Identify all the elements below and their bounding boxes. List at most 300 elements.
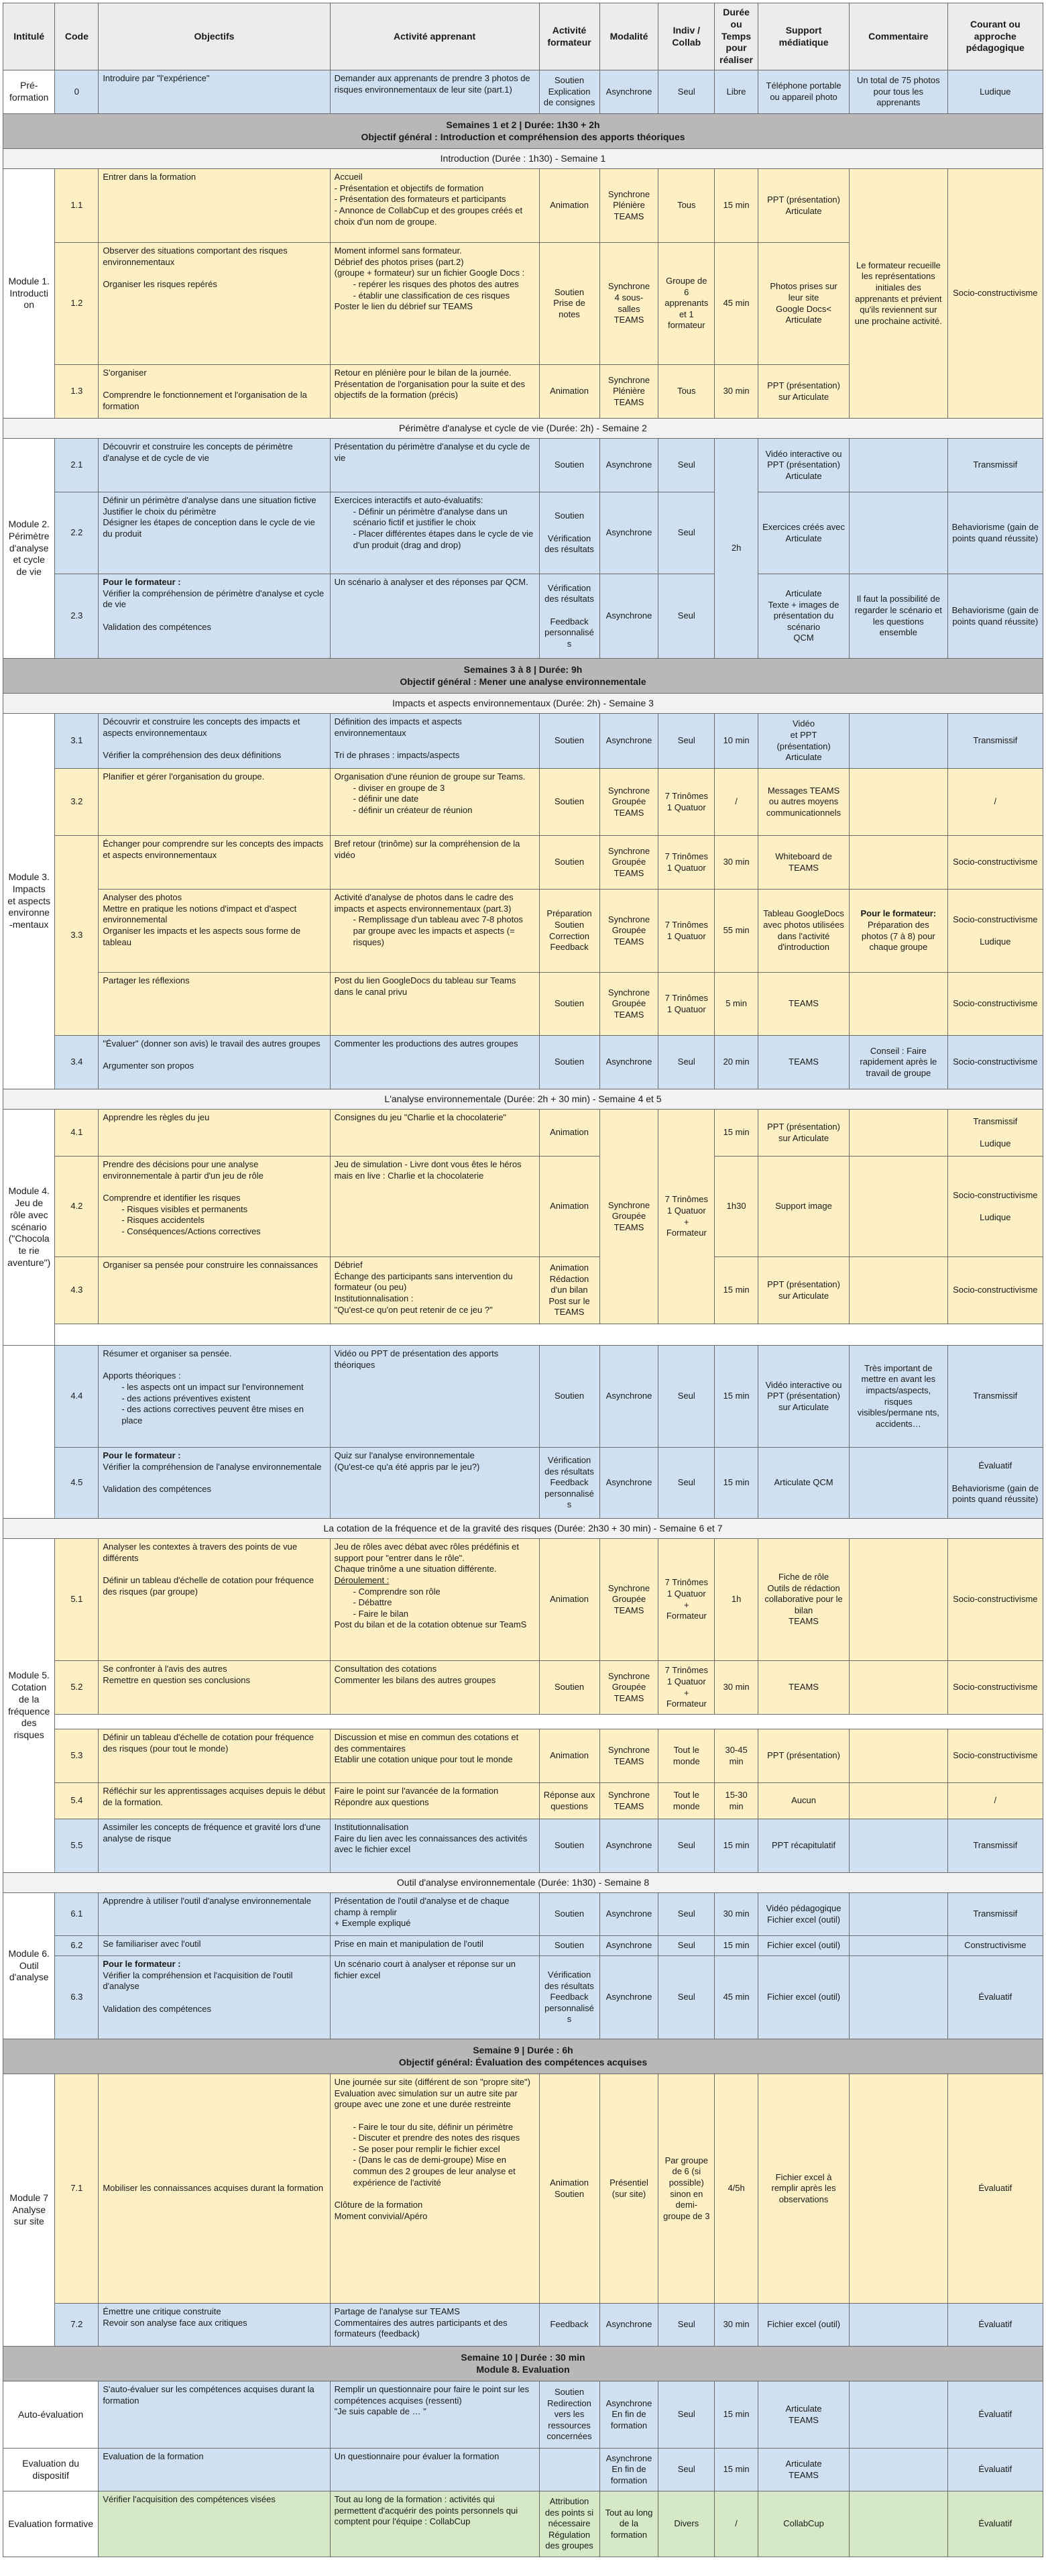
row-commentaire	[850, 1819, 948, 1873]
row-indiv: 7 Trinômes 1 Quatuor	[658, 769, 715, 836]
row-code: 4.1	[55, 1110, 99, 1157]
row-objectifs: S'organiser Comprendre le fonctionnement et l'organisation de la formation	[99, 365, 330, 419]
row-courant: Behaviorisme (gain de points quand réussite)	[947, 574, 1043, 659]
row-modalite: Synchrone Groupée TEAMS	[599, 1110, 658, 1324]
row-commentaire	[850, 1539, 948, 1661]
row-commentaire	[850, 1893, 948, 1936]
row-indiv: Tous	[658, 365, 715, 419]
row-modalite: Asynchrone	[599, 70, 658, 114]
row-support: TEAMS	[758, 1661, 850, 1715]
module-label: Module 4. Jeu de rôle avec scénario ("Chocolate rie aventure")	[3, 1110, 55, 1346]
row-support: PPT récapitulatif	[758, 1819, 850, 1873]
row-activite: Un scénario à analyser et des réponses par QCM.	[330, 574, 539, 659]
row-support: Vidéo pédagogique Fichier excel (outil)	[758, 1893, 850, 1936]
table-row	[3, 1539, 1043, 1661]
row-commentaire	[850, 1729, 948, 1783]
table-row	[3, 1448, 1043, 1519]
row-indiv: Divers	[658, 2491, 715, 2557]
row-formateur: Vérification des résultats Feedback personnalisés	[539, 1448, 599, 1519]
section-title: Outil d'analyse environnementale (Durée: 1h30) - Semaine 8	[3, 1873, 1043, 1893]
row-modalite: Synchrone 4 sous-salles TEAMS	[599, 243, 658, 365]
header-duree: Durée ou Temps pour réaliser	[715, 3, 758, 70]
row-formateur: Soutien Prise de notes	[539, 243, 599, 365]
row-support: PPT (présentation) sur Articulate	[758, 365, 850, 419]
row-modalite: Synchrone Plénière TEAMS	[599, 365, 658, 419]
row-indiv: 7 Trinômes 1 Quatuor + Formateur	[658, 1110, 715, 1324]
row-modalite: Asynchrone	[599, 439, 658, 492]
row-modalite: Tout au long de la formation	[599, 2491, 658, 2557]
week-banner	[3, 2347, 1043, 2381]
row-support: Vidéo et PPT (présentation) Articulate	[758, 714, 850, 769]
row-modalite: Synchrone Groupée TEAMS	[599, 890, 658, 973]
row-activite: Institutionnalisation Faire du lien avec les connaissances des activités avec le fichier excel	[330, 1819, 539, 1873]
row-objectifs: Introduire par "l'expérience"	[99, 70, 330, 114]
row-activite: Exercices interactifs et auto-évaluatifs: - Définir un périmètre d'analyse dans un scénario fictif et justifier le choix - Placer différentes étapes dans le cycle de vie d'un produit (drag and drop)	[330, 492, 539, 574]
row-modalite: Synchrone Groupée TEAMS	[599, 769, 658, 836]
row-duree: 10 min	[715, 714, 758, 769]
row-courant: Transmissif	[947, 714, 1043, 769]
row-support: Fichier excel (outil)	[758, 1936, 850, 1956]
row-modalite: Synchrone Groupée TEAMS	[599, 836, 658, 890]
week-title: Semaine 10 | Durée : 30 min	[461, 2351, 585, 2363]
row-activite: Jeu de simulation - Livre dont vous êtes le héros mais en live : Charlie et la chocolaterie	[330, 1157, 539, 1257]
row-duree: 15 min	[715, 1257, 758, 1324]
row-indiv: Tout le monde	[658, 1783, 715, 1819]
row-support: Aucun	[758, 1783, 850, 1819]
row-commentaire	[850, 2449, 948, 2491]
row-activite: Présentation du périmètre d'analyse et du cycle de vie	[330, 439, 539, 492]
row-duree: 30-45 min	[715, 1729, 758, 1783]
row-courant: Socio-constructivisme	[947, 1661, 1043, 1715]
row-courant: Socio-constructivisme	[947, 836, 1043, 890]
row-code: 4.4	[55, 1346, 99, 1448]
row-activite: Tout au long de la formation : activités qui permettent d'acquérir des points personnels qui comptent pour l'équipe : CollabCup	[330, 2491, 539, 2557]
row-code: 5.1	[55, 1539, 99, 1661]
row-activite: Commenter les productions des autres groupes	[330, 1036, 539, 1089]
row-formateur: Soutien	[539, 769, 599, 836]
table-row	[3, 439, 1043, 492]
row-modalite: Synchrone Groupée TEAMS	[599, 1539, 658, 1661]
row-activite: Un scénario court à analyser et réponse sur un fichier excel	[330, 1956, 539, 2039]
row-formateur: Soutien	[539, 1893, 599, 1936]
row-courant: Évaluatif	[947, 2449, 1043, 2491]
row-indiv: Seul	[658, 2304, 715, 2347]
table-row	[3, 1819, 1043, 1873]
table-row	[3, 70, 1043, 114]
row-support: Messages TEAMS ou autres moyens communicationnels	[758, 769, 850, 836]
row-support: PPT (présentation)	[758, 1729, 850, 1783]
row-courant: /	[947, 769, 1043, 836]
row-activite: Demander aux apprenants de prendre 3 photos de risques environnementaux de leur site (part.1)	[330, 70, 539, 114]
row-formateur: Soutien Vérification des résultats	[539, 492, 599, 574]
row-objectifs: Apprendre à utiliser l'outil d'analyse environnementale	[99, 1893, 330, 1936]
row-duree: 30 min	[715, 1661, 758, 1715]
row-indiv: Seul	[658, 1346, 715, 1448]
row-activite: Bref retour (trinôme) sur la compréhension de la vidéo	[330, 836, 539, 890]
row-support: Téléphone portable ou appareil photo	[758, 70, 850, 114]
row-code: 4.5	[55, 1448, 99, 1519]
row-indiv: Seul	[658, 70, 715, 114]
week-banner	[3, 2039, 1043, 2074]
row-formateur: Soutien Redirection vers les ressources concernées	[539, 2381, 599, 2449]
row-modalite: Asynchrone	[599, 1036, 658, 1089]
module-label: Auto-évaluation	[3, 2381, 99, 2449]
row-activite: Prise en main et manipulation de l'outil	[330, 1936, 539, 1956]
table-row	[3, 2449, 1043, 2491]
row-commentaire	[850, 836, 948, 890]
row-formateur: Feedback	[539, 2304, 599, 2347]
table-row	[3, 2491, 1043, 2557]
table-row	[3, 714, 1043, 769]
row-commentaire	[850, 2304, 948, 2347]
row-courant: Évaluatif	[947, 1956, 1043, 2039]
table-row	[3, 1257, 1043, 1324]
row-modalite: Asynchrone	[599, 574, 658, 659]
row-modalite: Synchrone Groupée TEAMS	[599, 1661, 658, 1715]
row-formateur	[539, 2449, 599, 2491]
row-modalite: Asynchrone	[599, 1448, 658, 1519]
row-duree: 1h	[715, 1539, 758, 1661]
week-title: Semaines 3 à 8 | Durée: 9h	[463, 663, 583, 675]
row-activite: Un questionnaire pour évaluer la formation	[330, 2449, 539, 2491]
table-row	[3, 574, 1043, 659]
row-support: TEAMS	[758, 1036, 850, 1089]
module-label	[3, 1346, 55, 1519]
module-label: Evaluation du dispositif	[3, 2449, 99, 2491]
row-objectifs: Découvrir et construire les concepts de périmètre d'analyse et de cycle de vie	[99, 439, 330, 492]
row-indiv: Seul	[658, 1936, 715, 1956]
row-objectifs: Entrer dans la formation	[99, 169, 330, 243]
row-objectifs: Pour le formateur : Vérifier la compréhension et l'acquisition de l'outil d'analyse Validation des compétences	[99, 1956, 330, 2039]
module-label: Module 2. Périmètre d'analyse et cycle de vie	[3, 439, 55, 659]
row-formateur: Soutien	[539, 714, 599, 769]
row-support: Articulate QCM	[758, 1448, 850, 1519]
row-indiv: Seul	[658, 1819, 715, 1873]
row-formateur: Animation	[539, 1110, 599, 1157]
row-duree: 30 min	[715, 365, 758, 419]
row-activite: Présentation de l'outil d'analyse et de chaque champ à remplir + Exemple expliqué	[330, 1893, 539, 1936]
row-indiv: Seul	[658, 574, 715, 659]
row-indiv: Par groupe de 6 (si possible) sinon en demi-groupe de 3	[658, 2074, 715, 2304]
row-support: TEAMS	[758, 973, 850, 1036]
row-activite: Discussion et mise en commun des cotations et des commentaires Etablir une cotation unique pour tout le monde	[330, 1729, 539, 1783]
row-objectifs: Apprendre les règles du jeu	[99, 1110, 330, 1157]
row-formateur: Préparation Soutien Correction Feedback	[539, 890, 599, 973]
row-support: Tableau GoogleDocs avec photos utilisées dans l'activité d'introduction	[758, 890, 850, 973]
row-activite: Consultation des cotations Commenter les bilans des autres groupes	[330, 1661, 539, 1715]
row-duree: 20 min	[715, 1036, 758, 1089]
row-objectifs: Planifier et gérer l'organisation du groupe.	[99, 769, 330, 836]
row-duree: 5 min	[715, 973, 758, 1036]
row-indiv: 7 Trinômes 1 Quatuor	[658, 890, 715, 973]
row-duree: 15 min	[715, 1936, 758, 1956]
row-duree: 30 min	[715, 2304, 758, 2347]
row-code: 1.2	[55, 243, 99, 365]
table-row	[3, 1729, 1043, 1783]
row-objectifs: Analyser les contextes à travers des points de vue différents Définir un tableau d'échelle de cotation pour fréquence des risques (par groupe)	[99, 1539, 330, 1661]
row-duree: 15 min	[715, 1819, 758, 1873]
module-label: Module 6. Outil d'analyse	[3, 1893, 55, 2039]
row-duree: 15 min	[715, 2381, 758, 2449]
row-code: 5.2	[55, 1661, 99, 1715]
row-modalite: Asynchrone	[599, 1346, 658, 1448]
row-objectifs: Evaluation de la formation	[99, 2449, 330, 2491]
row-courant: Socio-constructivisme	[947, 1539, 1043, 1661]
table-row	[3, 1346, 1043, 1448]
row-commentaire	[850, 1661, 948, 1715]
row-support: Fichier excel (outil)	[758, 2304, 850, 2347]
row-code: 2.1	[55, 439, 99, 492]
row-courant: Transmissif	[947, 1346, 1043, 1448]
table-row	[3, 1661, 1043, 1715]
row-formateur: Animation Rédaction d'un bilan Post sur le TEAMS	[539, 1257, 599, 1324]
week-banner	[3, 659, 1043, 694]
row-courant: Évaluatif	[947, 2491, 1043, 2557]
row-modalite: Synchrone Groupée TEAMS	[599, 973, 658, 1036]
row-formateur: Soutien	[539, 1819, 599, 1873]
table-row	[3, 1157, 1043, 1257]
row-objectifs: Définir un tableau d'échelle de cotation pour fréquence des risques (pour tout le monde)	[99, 1729, 330, 1783]
table-row	[3, 1110, 1043, 1157]
row-code: 2.3	[55, 574, 99, 659]
row-courant: Behaviorisme (gain de points quand réussite)	[947, 492, 1043, 574]
row-objectifs: "Évaluer" (donner son avis) le travail des autres groupes Argumenter son propos	[99, 1036, 330, 1089]
row-duree: 45 min	[715, 1956, 758, 2039]
row-commentaire: Très important de mettre en avant les impacts/aspects, risques visibles/permane nts, accidents…	[850, 1346, 948, 1448]
row-code: 3.2	[55, 769, 99, 836]
row-activite: Quiz sur l'analyse environnementale (Qu'est-ce qu'a été appris par le jeu?)	[330, 1448, 539, 1519]
row-indiv: Tous	[658, 169, 715, 243]
row-courant: Évaluatif	[947, 2381, 1043, 2449]
row-duree: Libre	[715, 70, 758, 114]
row-courant: Ludique	[947, 70, 1043, 114]
row-support: Articulate Texte + images de présentation du scénario QCM	[758, 574, 850, 659]
header-support: Support médiatique	[758, 3, 850, 70]
row-formateur: Animation	[539, 1157, 599, 1257]
row-support: PPT (présentation) sur Articulate	[758, 1257, 850, 1324]
row-objectifs: Partager les réflexions	[99, 973, 330, 1036]
header-objectifs: Objectifs	[99, 3, 330, 70]
row-courant: Socio-constructivisme	[947, 1036, 1043, 1089]
row-modalite: Synchrone TEAMS	[599, 1783, 658, 1819]
row-commentaire: Pour le formateur: Préparation des photos (7 à 8) pour chaque groupe	[850, 890, 948, 973]
row-modalite: Asynchrone	[599, 1819, 658, 1873]
row-objectifs: Découvrir et construire les concepts des impacts et aspects environnementaux Vérifier la compréhension des deux définitions	[99, 714, 330, 769]
row-activite: Une journée sur site (différent de son "propre site") Evaluation avec simulation sur un autre site par groupe avec une zone et une durée restreinte - Faire le tour du site, définir un périmètre - Discuter et prendre des notes des risques - Se poser pour remplir le fichier excel - (Dans le cas de demi-groupe) Mise en commun des 2 groupes de leur analyse et expérience de l'activité Clôture de la formation Moment convivial/Apéro	[330, 2074, 539, 2304]
table-row	[3, 1036, 1043, 1089]
module-label: Module 5. Cotation de la fréquence des risques	[3, 1539, 55, 1873]
header-commentaire: Commentaire	[850, 3, 948, 70]
row-indiv: Seul	[658, 2449, 715, 2491]
row-objectifs: S'auto-évaluer sur les compétences acquises durant la formation	[99, 2381, 330, 2449]
row-support: Vidéo interactive ou PPT (présentation) sur Articulate	[758, 1346, 850, 1448]
row-activite: Définition des impacts et aspects environnementaux Tri de phrases : impacts/aspects	[330, 714, 539, 769]
header-row	[3, 3, 1043, 70]
table-row	[3, 2304, 1043, 2347]
row-indiv: Seul	[658, 439, 715, 492]
row-courant: Socio-constructivisme	[947, 1729, 1043, 1783]
row-courant: Transmissif	[947, 1819, 1043, 1873]
row-support: Articulate TEAMS	[758, 2449, 850, 2491]
row-objectifs: Se familiariser avec l'outil	[99, 1936, 330, 1956]
spacer-row	[3, 1715, 1043, 1729]
row-commentaire: Le formateur recueille les représentations initiales des apprenants et prévient qu'ils reviennent sur une prochaine activité.	[850, 169, 948, 419]
row-formateur: Vérification des résultats Feedback personnalisés	[539, 574, 599, 659]
row-objectifs: Définir un périmètre d'analyse dans une situation fictive Justifier le choix du périmètre Désigner les étapes de conception dans le cycle de vie du produit	[99, 492, 330, 574]
row-objectifs: Mobiliser les connaissances acquises durant la formation	[99, 2074, 330, 2304]
row-support: Support image	[758, 1157, 850, 1257]
row-formateur: Attribution des points si nécessaire Régulation des groupes	[539, 2491, 599, 2557]
row-support: PPT (présentation) Articulate	[758, 169, 850, 243]
table-row	[3, 836, 1043, 890]
table-row	[3, 1893, 1043, 1936]
row-formateur: Soutien	[539, 1036, 599, 1089]
section-title: Impacts et aspects environnementaux (Durée: 2h) - Semaine 3	[3, 694, 1043, 714]
week-banner	[3, 114, 1043, 149]
row-code: 6.3	[55, 1956, 99, 2039]
row-indiv: Seul	[658, 1036, 715, 1089]
row-commentaire	[850, 714, 948, 769]
section-title: La cotation de la fréquence et de la gravité des risques (Durée: 2h30 + 30 min) - Semaine 6 et 7	[3, 1519, 1043, 1539]
row-activite: Accueil - Présentation et objectifs de formation - Présentation des formateurs et participants - Annonce de CollabCup et des groupes créés et choix d'un nom de groupe.	[330, 169, 539, 243]
row-duree: 15 min	[715, 1110, 758, 1157]
header-activite-apprenant: Activité apprenant	[330, 3, 539, 70]
row-courant: Évaluatif	[947, 2304, 1043, 2347]
row-courant: Transmissif	[947, 439, 1043, 492]
row-objectifs: Prendre des décisions pour une analyse environnementale à partir d'un jeu de rôle Comprendre et identifier les risques - Risques visibles et permanents - Risques accidentels - Conséquences/Actions correctives	[99, 1157, 330, 1257]
row-modalite: Asynchrone	[599, 1956, 658, 2039]
row-formateur: Soutien	[539, 439, 599, 492]
row-courant: Constructivisme	[947, 1936, 1043, 1956]
row-commentaire	[850, 492, 948, 574]
row-courant: Transmissif Ludique	[947, 1110, 1043, 1157]
row-indiv: Seul	[658, 2381, 715, 2449]
table-row	[3, 1936, 1043, 1956]
row-indiv: Groupe de 6 apprenants et 1 formateur	[658, 243, 715, 365]
row-courant: Socio-constructivisme	[947, 169, 1043, 419]
row-code: 5.4	[55, 1783, 99, 1819]
table-row	[3, 2381, 1043, 2449]
table-row	[3, 2074, 1043, 2304]
row-activite: Partage de l'analyse sur TEAMS Commentaires des autres participants et des formateurs (feedback)	[330, 2304, 539, 2347]
pedagogical-scenario-sheet	[3, 3, 1043, 2557]
row-courant: Socio-constructivisme Ludique	[947, 1157, 1043, 1257]
header-courant: Courant ou approche pédagogique	[947, 3, 1043, 70]
row-modalite: Asynchrone	[599, 492, 658, 574]
row-activite: Vidéo ou PPT de présentation des apports théoriques	[330, 1346, 539, 1448]
row-support: Vidéo interactive ou PPT (présentation) Articulate	[758, 439, 850, 492]
row-commentaire: Un total de 75 photos pour tous les apprenants	[850, 70, 948, 114]
row-activite: Remplir un questionnaire pour faire le point sur les compétences acquises (ressenti) "Je suis capable de … "	[330, 2381, 539, 2449]
row-courant: Socio-constructivisme	[947, 973, 1043, 1036]
row-activite: Post du lien GoogleDocs du tableau sur Teams dans le canal privu	[330, 973, 539, 1036]
row-indiv: 7 Trinômes 1 Quatuor	[658, 973, 715, 1036]
row-support: Photos prises sur leur site Google Docs< Articulate	[758, 243, 850, 365]
table-row	[3, 169, 1043, 243]
module-label: Pré-formation	[3, 70, 55, 114]
row-commentaire	[850, 1936, 948, 1956]
section-title: Introduction (Durée : 1h30) - Semaine 1	[3, 149, 1043, 169]
row-objectifs: Résumer et organiser sa pensée. Apports théoriques : - les aspects ont un impact sur l'environnement - des actions préventives existent - des actions correctives peuvent être mises en place	[99, 1346, 330, 1448]
row-support: PPT (présentation) sur Articulate	[758, 1110, 850, 1157]
row-commentaire	[850, 1110, 948, 1157]
row-duree: 15 min	[715, 169, 758, 243]
row-duree: 15 min	[715, 1346, 758, 1448]
week-objective: Module 8. Evaluation	[476, 2363, 570, 2375]
row-formateur: Soutien	[539, 1346, 599, 1448]
row-courant: Transmissif	[947, 1893, 1043, 1936]
row-activite: Consignes du jeu "Charlie et la chocolaterie"	[330, 1110, 539, 1157]
row-objectifs: Échanger pour comprendre sur les concepts des impacts et aspects environnementaux	[99, 836, 330, 890]
row-modalite: Synchrone TEAMS	[599, 1729, 658, 1783]
header-activite-formateur: Activité formateur	[539, 3, 599, 70]
row-commentaire	[850, 1448, 948, 1519]
week-title: Semaine 9 | Durée : 6h	[473, 2044, 573, 2055]
row-commentaire: Conseil : Faire rapidement après le travail de groupe	[850, 1036, 948, 1089]
row-code: 5.3	[55, 1729, 99, 1783]
section-title: L'analyse environnementale (Durée: 2h + 30 min) - Semaine 4 et 5	[3, 1089, 1043, 1110]
row-modalite: Asynchrone	[599, 1893, 658, 1936]
row-code: 6.1	[55, 1893, 99, 1936]
row-activite: Débrief Échange des participants sans intervention du formateur (ou peu) Institutionnalisation : "Qu'est-ce qu'on peut retenir de ce jeu ?"	[330, 1257, 539, 1324]
table-row	[3, 890, 1043, 973]
row-code: 1.3	[55, 365, 99, 419]
row-support: CollabCup	[758, 2491, 850, 2557]
row-indiv: 7 Trinômes 1 Quatuor	[658, 836, 715, 890]
row-objectifs: Analyser des photos Mettre en pratique les notions d'impact et d'aspect environnemental Organiser les impacts et les aspects sous forme de tableau	[99, 890, 330, 973]
row-duree: 15 min	[715, 2449, 758, 2491]
row-objectifs: Émettre une critique construite Revoir son analyse face aux critiques	[99, 2304, 330, 2347]
row-formateur: Réponse aux questions	[539, 1783, 599, 1819]
row-duree: 4/5h	[715, 2074, 758, 2304]
row-objectifs: Pour le formateur : Vérifier la compréhension de périmètre d'analyse et cycle de vie Validation des compétences	[99, 574, 330, 659]
row-formateur: Vérification des résultats Feedback personnalisés	[539, 1956, 599, 2039]
row-commentaire	[850, 2381, 948, 2449]
row-duree: 45 min	[715, 243, 758, 365]
row-indiv: Seul	[658, 1956, 715, 2039]
row-support: Exercices créés avec Articulate	[758, 492, 850, 574]
row-indiv: Seul	[658, 492, 715, 574]
row-activite: Retour en plénière pour le bilan de la journée. Présentation de l'organisation pour la suite et des objectifs de la formation (précis)	[330, 365, 539, 419]
row-commentaire	[850, 1956, 948, 2039]
row-formateur: Animation	[539, 169, 599, 243]
row-commentaire	[850, 1257, 948, 1324]
row-commentaire	[850, 1157, 948, 1257]
row-modalite: Synchrone Plénière TEAMS	[599, 169, 658, 243]
row-commentaire	[850, 1783, 948, 1819]
row-objectifs: Vérifier l'acquisition des compétences visées	[99, 2491, 330, 2557]
row-objectifs: Pour le formateur : Vérifier la compréhension de l'analyse environnementale Validation des compétences	[99, 1448, 330, 1519]
row-code: 1.1	[55, 169, 99, 243]
header-modalite: Modalité	[599, 3, 658, 70]
row-formateur: Animation Soutien	[539, 2074, 599, 2304]
row-formateur: Soutien	[539, 1936, 599, 1956]
module-label: Evaluation formative	[3, 2491, 99, 2557]
row-code: 3.4	[55, 1036, 99, 1089]
row-formateur: Animation	[539, 365, 599, 419]
row-indiv: Seul	[658, 1448, 715, 1519]
row-support: Articulate TEAMS	[758, 2381, 850, 2449]
table-row	[3, 1783, 1043, 1819]
row-courant: Évaluatif Behaviorisme (gain de points quand réussite)	[947, 1448, 1043, 1519]
row-code: 7.1	[55, 2074, 99, 2304]
row-duree: /	[715, 769, 758, 836]
week-objective: Objectif général : Introduction et compréhension des apports théoriques	[361, 131, 685, 142]
module-label: Module 7 Analyse sur site	[3, 2074, 55, 2347]
row-indiv: 7 Trinômes 1 Quatuor + Formateur	[658, 1539, 715, 1661]
row-formateur: Soutien	[539, 836, 599, 890]
row-modalite: Asynchrone	[599, 2304, 658, 2347]
